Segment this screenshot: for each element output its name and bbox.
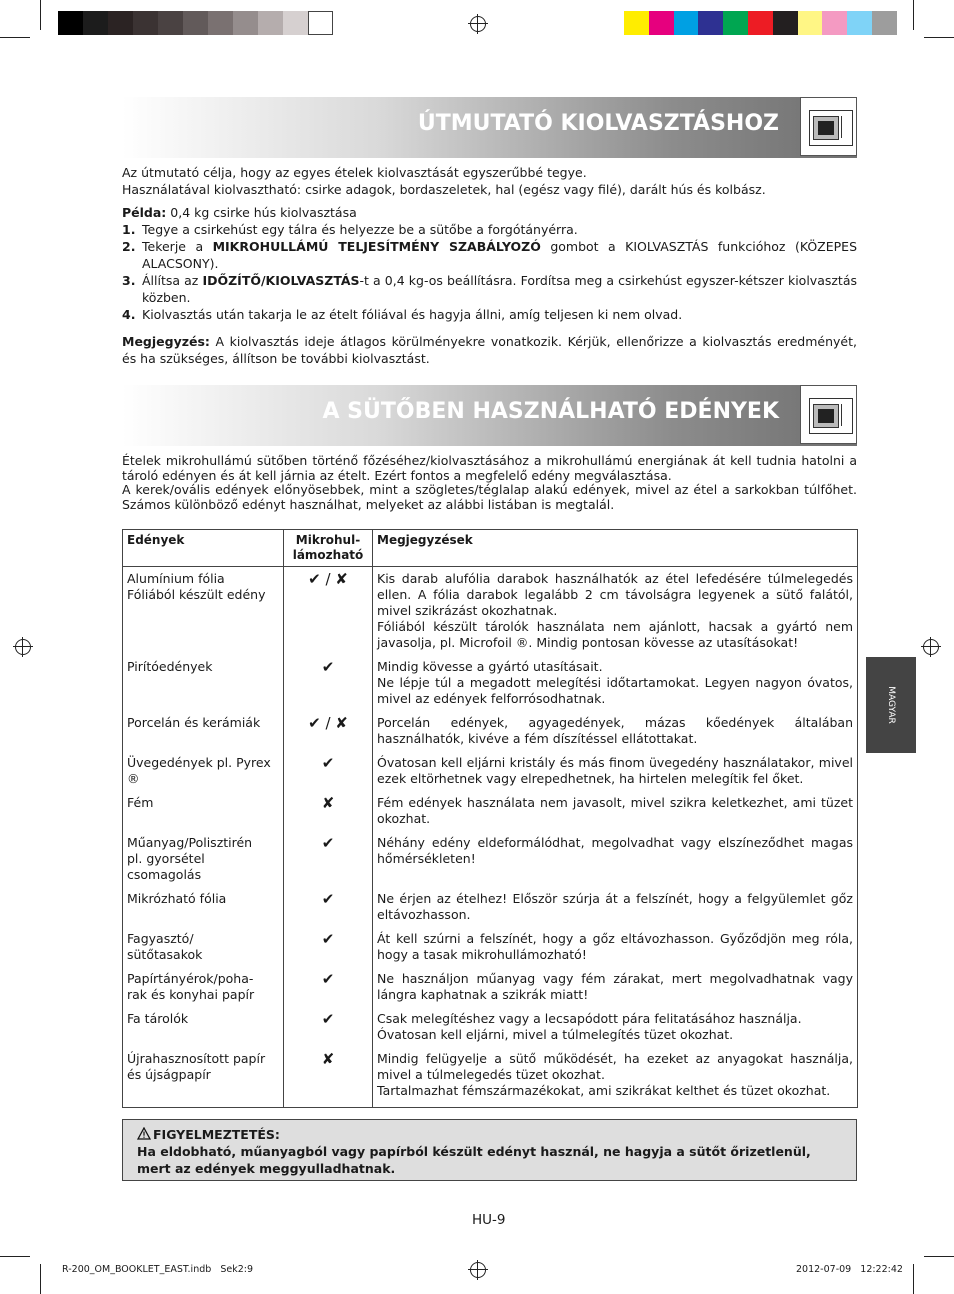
table-row <box>123 659 858 715</box>
color-swatch <box>798 11 823 35</box>
color-swatch <box>183 11 208 35</box>
step-item: 1. Tegye a csirkehúst egy tálra és helyezze be a sütőbe a forgótányérra. <box>122 222 578 237</box>
microwave-icon <box>800 97 857 156</box>
warning-box <box>122 1119 857 1181</box>
microwave-icon <box>800 385 857 444</box>
color-swatch <box>624 11 649 35</box>
cookware-note: Néhány edény eldeformálódhat, megolvadhat vagy elszíneződhet magas hőmérsékleten! <box>373 835 858 891</box>
color-swatch <box>258 11 283 35</box>
table-row <box>123 931 858 971</box>
defrost-note <box>122 333 857 367</box>
warning-text: Ha eldobható, műanyagból vagy papírból készült edényt használ, ne hagyja a sütőt őrizetlenül, mert az edények meggyulladhatnak. <box>137 1144 811 1176</box>
section-title: A SÜTŐBEN HASZNÁLHATÓ EDÉNYEK <box>322 399 779 424</box>
microwave-safe-mark: ✘ <box>284 795 373 835</box>
cookware-name: Porcelán és kerámiák <box>123 715 284 755</box>
color-swatch <box>208 11 233 35</box>
registration-mark-icon <box>470 1262 486 1278</box>
crop-mark <box>913 0 914 30</box>
color-swatch <box>773 11 798 35</box>
color-swatch <box>308 11 333 35</box>
section-banner-defrost <box>122 97 857 158</box>
cookware-name: Újrahasznosított papír és újságpapír <box>123 1051 284 1108</box>
color-swatch <box>698 11 723 35</box>
color-swatch <box>649 11 674 35</box>
crop-mark <box>40 1264 41 1294</box>
page-number: HU-9 <box>472 1212 506 1228</box>
language-label: MAGYAR <box>886 686 896 724</box>
step-item: 3. Állítsa az IDŐZÍTŐ/KIOLVASZTÁS-t a 0,4 kg-os beállításra. Fordítsa meg a csirkehúst egyszer-kétszer kiolvasztás közben. <box>122 273 857 305</box>
note-label: Megjegyzés: <box>122 334 210 349</box>
column-header: Edények <box>123 530 284 567</box>
color-swatch <box>822 11 847 35</box>
microwave-safe-mark: ✔ <box>284 931 373 971</box>
microwave-safe-mark: ✔ <box>284 755 373 795</box>
cookware-name: Fa tárolók <box>123 1011 284 1051</box>
color-swatch <box>233 11 258 35</box>
step-item: 2. Tekerje a MIKROHULLÁMÚ TELJESÍTMÉNY SZABÁLYOZÓ gombot a KIOLVASZTÁS funkcióhoz (KÖZEPES ALACSONY). <box>122 239 858 271</box>
color-swatch <box>133 11 158 35</box>
cookware-table <box>122 529 858 1108</box>
microwave-safe-mark: ✔ <box>284 971 373 1011</box>
cookware-note: Mindig felügyelje a sütő működését, ha ezeket az anyagokat használja, mivel a túlmelegedés tüzet okozhat. Tartalmazhat fémszármazékokat, ami szikrákat kelthet és tüzet okozhat. <box>373 1051 858 1108</box>
cookware-name: Üvegedények pl. Pyrex ® <box>123 755 284 795</box>
example-line <box>122 204 857 221</box>
registration-mark-icon <box>15 639 31 655</box>
table-row <box>123 1051 858 1108</box>
step-item: 4. Kiolvasztás után takarja le az ételt fóliával és hagyja állni, amíg teljesen ki nem olvad. <box>122 307 683 322</box>
crop-mark <box>924 1256 954 1257</box>
microwave-safe-mark: ✔ <box>284 891 373 931</box>
section-banner-cookware <box>122 385 857 446</box>
example-label: Példa: <box>122 205 167 220</box>
intro-line: Az útmutató célja, hogy az egyes ételek kiolvasztását egyszerűbbé tegye. <box>122 165 587 180</box>
section-title: ÚTMUTATÓ KIOLVASZTÁSHOZ <box>417 111 779 136</box>
registration-mark-icon <box>470 16 486 32</box>
warning-label: FIGYELMEZTETÉS: <box>153 1127 280 1142</box>
color-swatch <box>674 11 699 35</box>
cookware-note: Óvatosan kell eljárni kristály és más finom üvegedény használatakor, mivel ezek eltörhetnek vagy elrepedhetnek, ha hirtelen melegítik fel őket. <box>373 755 858 795</box>
table-row <box>123 891 858 931</box>
column-header: Mikrohul-lámozható <box>284 530 373 567</box>
cookware-name: Fagyasztó/ sütőtasakok <box>123 931 284 971</box>
microwave-safe-mark: ✔ <box>284 1011 373 1051</box>
crop-mark <box>0 37 30 38</box>
column-header: Megjegyzések <box>373 530 858 567</box>
cookware-note: Mindig kövesse a gyártó utasításait. Ne lépje túl a megadott melegítési időtartamokat. Legyen nagyon óvatos, mivel az edények felforrósodhatnak. <box>373 659 858 715</box>
color-swatch <box>83 11 108 35</box>
crop-mark <box>40 0 41 30</box>
cookware-note: Fém edények használata nem javasolt, mivel szikra keletkezhet, ami tüzet okozhat. <box>373 795 858 835</box>
table-row <box>123 755 858 795</box>
table-row <box>123 567 858 660</box>
defrost-intro <box>122 164 857 198</box>
color-swatch <box>108 11 133 35</box>
warning-triangle-icon <box>137 1127 151 1140</box>
microwave-safe-mark: ✔ <box>284 835 373 891</box>
note-text: A kiolvasztás ideje átlagos körülményekre vonatkozik. Kérjük, ellenőrizze a kiolvasztás eredményét, és ha szükséges, állítson be további kiolvasztást. <box>122 334 857 366</box>
crop-mark <box>0 1256 30 1257</box>
cookware-note: Csak melegítéshez vagy a lecsapódott pára felitatásához használja. Óvatosan kell eljárni, mivel a túlmelegítés tüzet okozhat. <box>373 1011 858 1051</box>
cookware-intro <box>122 454 857 512</box>
crop-mark <box>913 1264 914 1294</box>
microwave-safe-mark: ✔ / ✘ <box>284 715 373 755</box>
color-swatch <box>847 11 872 35</box>
cookware-note: Porcelán edények, agyagedények, mázas kőedények általában használhatók, kivéve a fém díszítéssel ellátottakat. <box>373 715 858 755</box>
microwave-safe-mark: ✔ <box>284 659 373 715</box>
footer-date: 2012-07-09 12:22:42 <box>796 1264 903 1275</box>
footer-file: R-200_OM_BOOKLET_EAST.indb Sek2:9 <box>62 1264 254 1275</box>
cookware-note: Kis darab alufólia darabok használhatók az étel lefedésére túlmelegedés ellen. A fólia darabok legalább 2 cm távolságra legyenek a sütő falától, mivel szikrázást okozhatnak. Fóliából készült tárolók használata nem ajánlott, hacsak a gyártó nem javasolja, pl. Microfoil ®. Mindig pontosan kövesse az utasításokat! <box>373 567 858 660</box>
cookware-note: Át kell szúrni a felszínét, hogy a gőz eltávozhasson. Győződjön meg róla, hogy a tasak mikrohullámozható! <box>373 931 858 971</box>
table-row <box>123 795 858 835</box>
defrost-steps <box>122 221 857 323</box>
color-swatch <box>58 11 83 35</box>
cookware-note: Ne használjon műanyag vagy fém zárakat, mert megolvadhatnak vagy lángra kaphatnak a szikrák miatt! <box>373 971 858 1011</box>
language-side-tab <box>866 657 916 753</box>
warning-heading <box>137 1126 842 1143</box>
crop-mark <box>924 37 954 38</box>
color-swatch <box>723 11 748 35</box>
cookware-name: Műanyag/Polisztirén pl. gyorsétel csomagolás <box>123 835 284 891</box>
table-row <box>123 715 858 755</box>
intro-line: Használatával kiolvasztható: csirke adagok, bordaszeletek, hal (egész vagy filé), darált hús és kolbász. <box>122 182 766 197</box>
intro-paragraph: A kerek/ovális edények előnyösebbek, mint a szögletes/téglalap alakú edények, mivel az étel a sarkokban túlfőhet. Számos különböző edényt használhat, melyeket az alábbi listában is megtalál. <box>122 482 857 512</box>
example-text: 0,4 kg csirke hús kiolvasztása <box>166 205 357 220</box>
cookware-name: Papírtányérok/poha- rak és konyhai papír <box>123 971 284 1011</box>
table-row <box>123 835 858 891</box>
microwave-safe-mark: ✘ <box>284 1051 373 1108</box>
cookware-name: Alumínium fólia Fóliából készült edény <box>123 567 284 660</box>
color-swatch <box>158 11 183 35</box>
color-swatch <box>748 11 773 35</box>
cookware-note: Ne érjen az ételhez! Először szúrja át a felszínét, hogy a felgyülemlet gőz eltávozhasson. <box>373 891 858 931</box>
color-swatch <box>872 11 897 35</box>
intro-paragraph: Ételek mikrohullámú sütőben történő főzéséhez/kiolvasztásához a mikrohullámú energiának át kell tudnia hatolni a tároló edényen és át kell járnia az ételt. Ezért fontos a megfelelő edény megválasztása. <box>122 453 857 483</box>
table-row <box>123 1011 858 1051</box>
color-swatch <box>283 11 308 35</box>
cookware-name: Pirítóedények <box>123 659 284 715</box>
table-row <box>123 971 858 1011</box>
cookware-name: Mikrózható fólia <box>123 891 284 931</box>
table-header-row <box>123 530 858 567</box>
microwave-safe-mark: ✔ / ✘ <box>284 567 373 660</box>
registration-mark-icon <box>923 639 939 655</box>
cookware-name: Fém <box>123 795 284 835</box>
